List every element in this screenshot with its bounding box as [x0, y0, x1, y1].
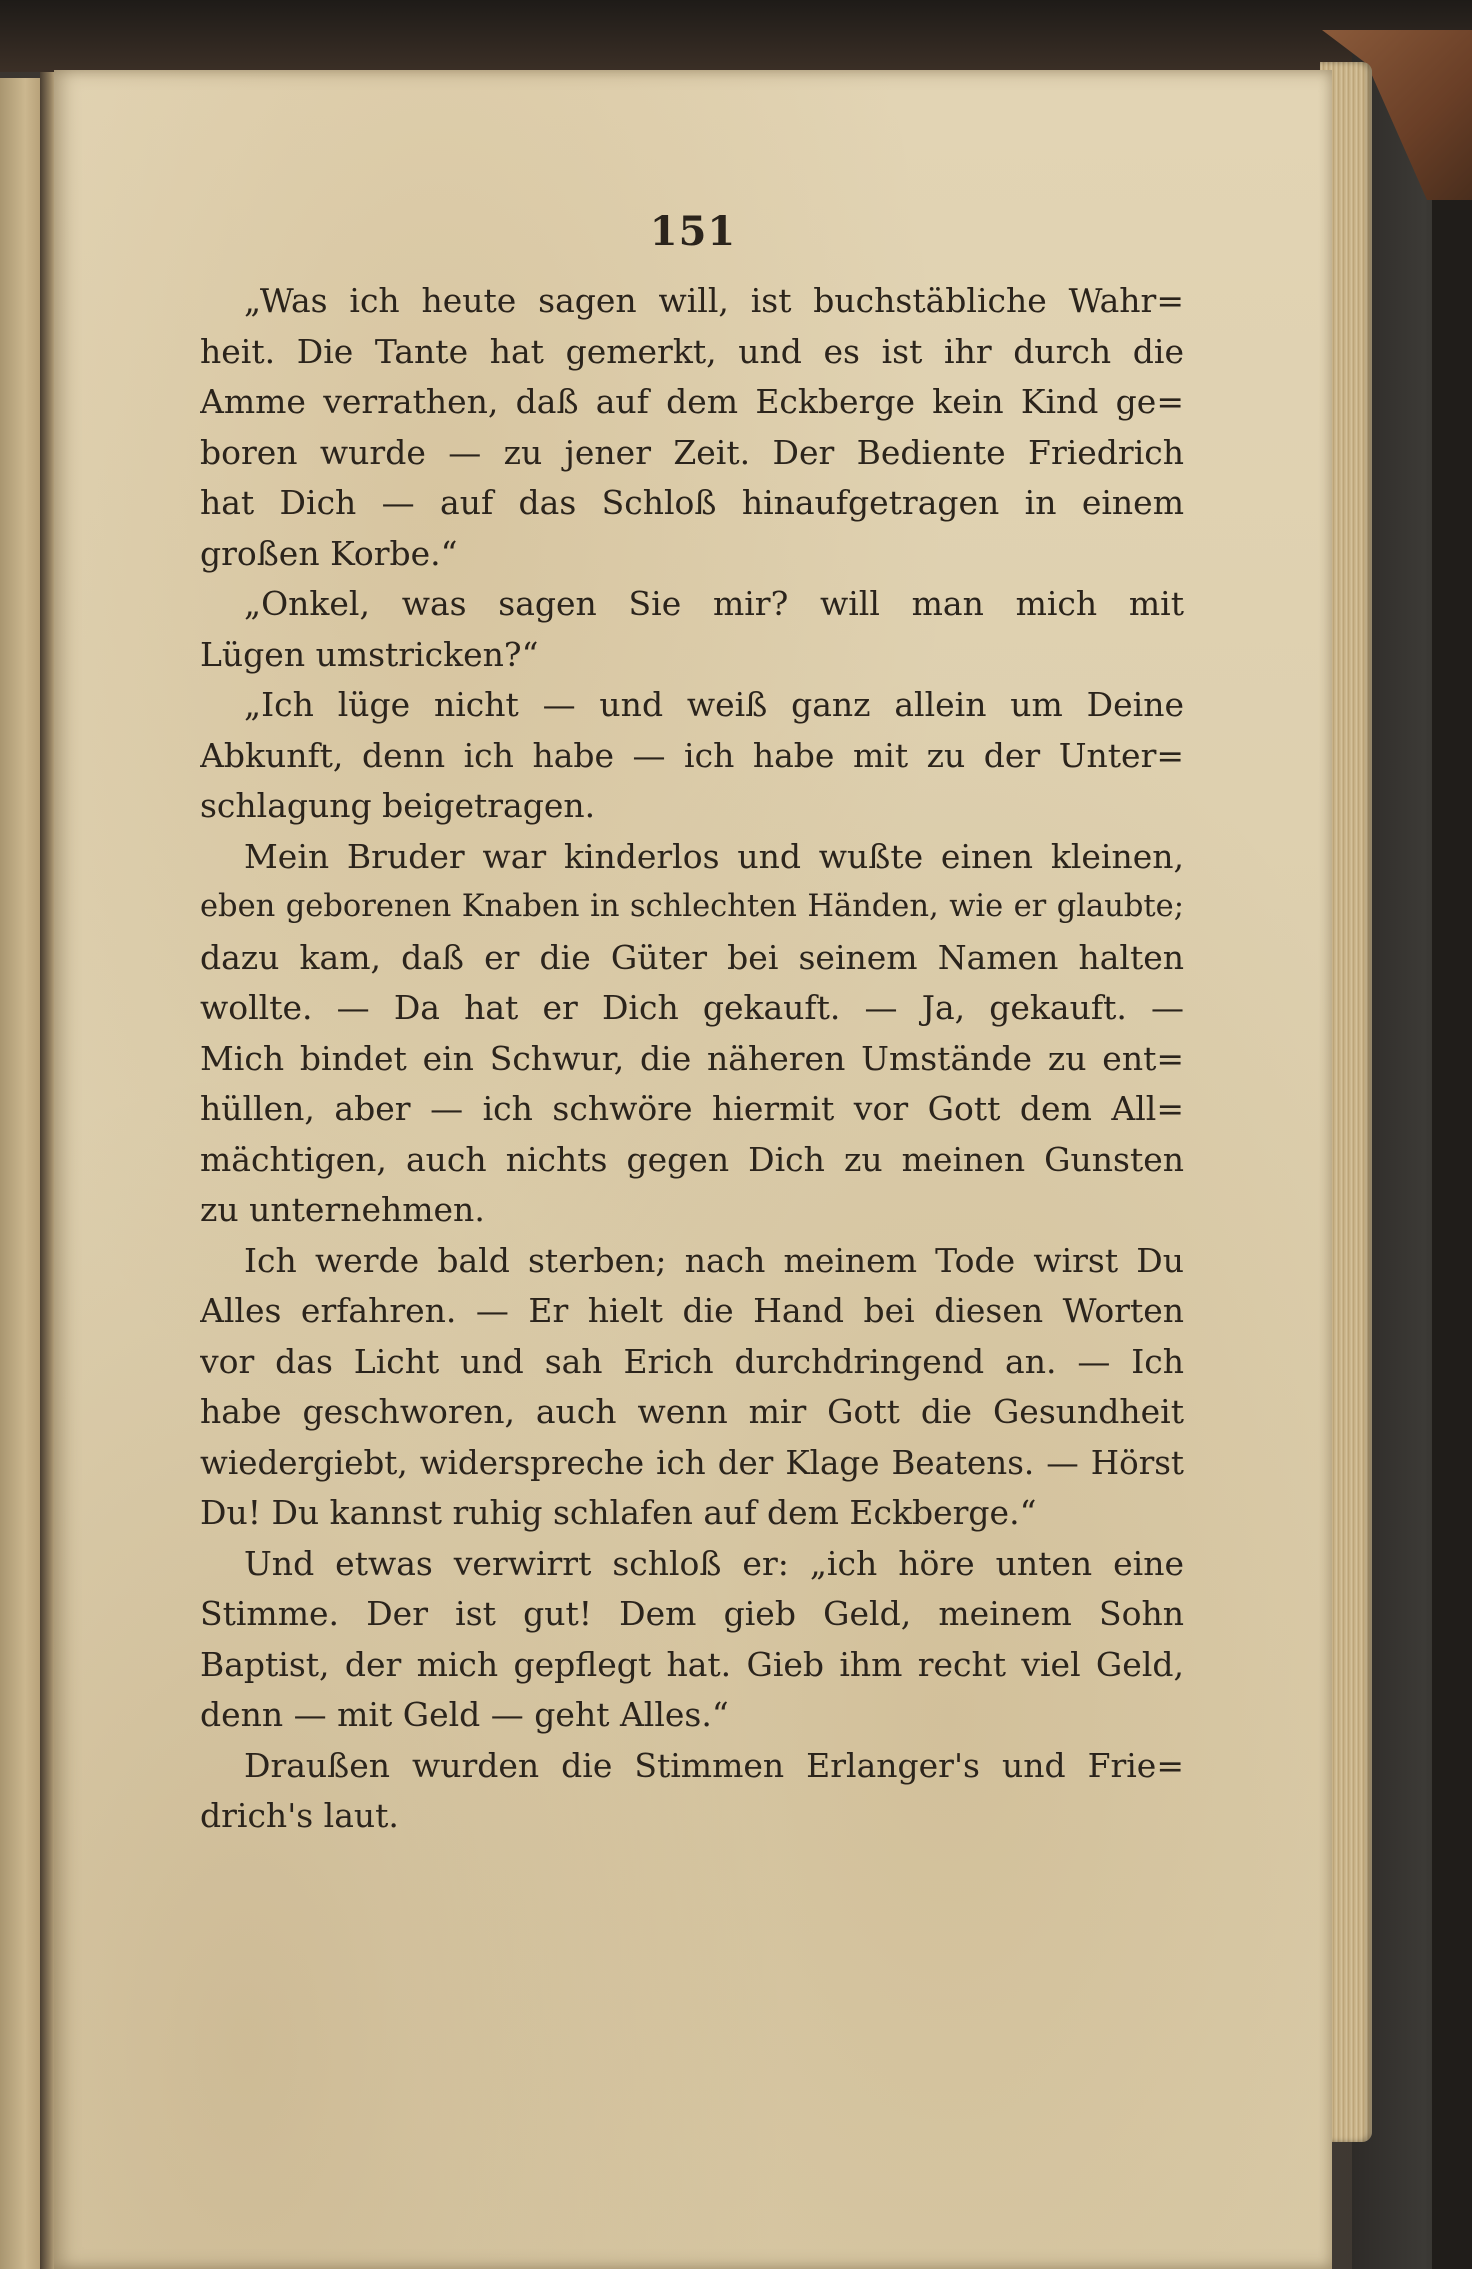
text-line: „Ich lüge nicht — und weiß ganz allein um Deine: [244, 685, 1184, 724]
text-line: Mich bindet ein Schwur, die näheren Umstände zu ent=: [200, 1038, 1184, 1078]
body-text: [200, 276, 1184, 1842]
page-number: 151: [649, 208, 737, 255]
text-line: vor das Licht und sah Erich durchdringend an. — Ich: [200, 1341, 1184, 1381]
text-line: mächtigen, auch nichts gegen Dich zu meinen Gunsten: [200, 1139, 1184, 1179]
left-page-edge: [0, 78, 42, 2269]
text-line: „Was ich heute sagen will, ist buchstäbliche Wahr=: [244, 281, 1184, 320]
text-line: dazu kam, daß er die Güter bei seinem Namen halten: [200, 937, 1184, 977]
text-line: heit. Die Tante hat gemerkt, und es ist ihr durch die: [200, 331, 1184, 371]
book-page: [54, 70, 1332, 2269]
text-line: Und etwas verwirrt schloß er: „ich höre unten eine: [244, 1543, 1184, 1583]
text-line: Amme verrathen, daß auf dem Eckberge kein Kind ge=: [200, 382, 1184, 421]
text-line: hüllen, aber — ich schwöre hiermit vor Gott dem All=: [200, 1089, 1184, 1128]
text-line: Lügen umstricken?“: [200, 634, 539, 674]
text-line: drich's laut.: [200, 1796, 399, 1835]
text-line: wollte. — Da hat er Dich gekauft. — Ja, gekauft. —: [200, 988, 1184, 1027]
text-line: „Onkel, was sagen Sie mir? will man mich mit: [244, 584, 1184, 623]
text-line: wiedergiebt, widerspreche ich der Klage Beatens. — Hörst: [200, 1443, 1184, 1482]
text-line: denn — mit Geld — geht Alles.“: [200, 1695, 729, 1734]
text-line: habe geschworen, auch wenn mir Gott die Gesundheit: [200, 1392, 1184, 1431]
text-line: Stimme. Der ist gut! Dem gieb Geld, meinem Sohn: [200, 1594, 1184, 1633]
text-line: Baptist, der mich gepflegt hat. Gieb ihm recht viel Geld,: [200, 1644, 1184, 1684]
text-line: Ich werde bald sterben; nach meinem Tode wirst Du: [244, 1240, 1184, 1280]
text-line: boren wurde — zu jener Zeit. Der Bediente Friedrich: [200, 432, 1184, 472]
cover-right-edge: [1432, 40, 1472, 2269]
text-line: eben geborenen Knaben in schlechten Händen, wie er glaubte;: [200, 889, 1184, 924]
text-line: Alles erfahren. — Er hielt die Hand bei diesen Worten: [200, 1291, 1184, 1330]
text-line: Abkunft, denn ich habe — ich habe mit zu der Unter=: [200, 735, 1184, 775]
text-line: Draußen wurden die Stimmen Erlanger's und Frie=: [244, 1745, 1184, 1785]
text-line: zu unternehmen.: [200, 1190, 485, 1229]
text-line: schlagung beigetragen.: [200, 786, 596, 825]
cover-top-edge: [0, 0, 1472, 72]
text-line: Mein Bruder war kinderlos und wußte einen kleinen,: [244, 836, 1184, 876]
text-line: großen Korbe.“: [200, 533, 458, 573]
text-line: Du! Du kannst ruhig schlafen auf dem Eckberge.“: [200, 1493, 1037, 1532]
text-line: hat Dich — auf das Schloß hinaufgetragen in einem: [200, 483, 1184, 522]
